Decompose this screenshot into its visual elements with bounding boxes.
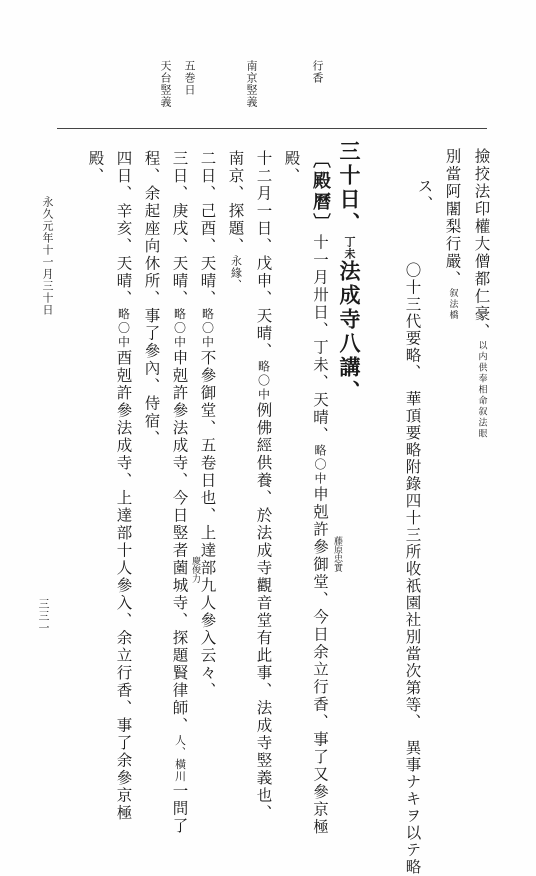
text-line-2 [444,148,460,321]
header-rule [57,128,487,129]
header-note-gokan: 五巻日 [183,60,196,96]
ryaku-mark: 略〇中 [200,307,215,350]
entry-heading [339,140,360,404]
text-line-9 [227,150,243,291]
header-note-gyoko: 行香 [311,60,324,84]
text-line-2-note: 叙法橋 [447,288,458,321]
text-line-10 [199,150,215,700]
text-line-6-b: 申剋許參御堂、今日余立行香、事了又參京極 [311,486,329,836]
text-line-3: ス、 [415,178,434,213]
text-line-8-b: 例佛經供養、於法成寺觀音堂有此事、法成寺竪義也、 [254,402,273,822]
entry-heading-day: 丁未 [343,236,356,260]
page-number: 三三一 [37,598,50,634]
text-line-13 [115,150,131,822]
text-line-13-a: 四日、辛亥、天晴、 [114,150,133,308]
text-line-6 [311,150,329,836]
text-line-8 [255,150,271,822]
text-line-11-c: 人、橫川 [173,734,187,783]
entry-heading-event: 法成寺八講、 [337,260,362,404]
footer-era-date: 永久元年十一月三十日 [41,196,54,316]
text-line-12: 程、余起座向休所、事了參內、侍宿、 [142,150,161,448]
text-line-9-a: 南京、探題、 [226,150,245,255]
text-line-4: 〇十三代要略、 華頂要略附錄四十三所收祇園社別當次第等、 異事ナキヲ以テ略 [403,262,422,876]
text-line-10-a: 二日、己酉、天晴、 [198,150,217,308]
ryaku-mark: 略〇中 [313,444,327,486]
ryaku-mark: 略〇中 [256,360,271,402]
text-line-6-a: 十一月卅日、丁未、天晴、 [311,234,329,444]
text-line-11 [171,150,187,835]
header-note-tendai: 天台竪義 [159,60,172,108]
text-line-11-note: 慶俊力 [190,556,200,583]
header-note-nankyo: 南京竪義 [245,60,258,108]
text-line-1 [473,148,489,440]
text-line-8-a: 十二月一日、戊申、天晴、 [254,150,273,360]
text-line-13-b: 酉剋許參法成寺、上達部十人參入、余立行香、事了余參京極 [114,349,133,822]
ryaku-mark: 略〇中 [172,307,187,350]
text-line-11-b: 申剋許參法成寺、今日竪者薗城寺、探題賢律師、 [170,349,189,735]
text-line-11-a: 三日、庚戌、天晴、 [170,150,189,308]
text-line-7: 殿、 [282,150,301,185]
text-line-11-d: 一問了 [170,782,189,835]
text-line-6-note: 藤原忠實 [332,536,342,572]
text-line-2-main: 別當阿闍梨行嚴、 [443,148,462,288]
text-line-10-b: 不參御堂、五卷日也、上達部九人參入云々、 [198,349,217,700]
text-line-1-main: 撿挍法印權大僧都仁豪、 [472,148,491,341]
text-line-1-note: 以内供奉相命叙法眼 [476,340,487,440]
text-line-14: 殿、 [86,150,105,185]
entry-heading-date: 三十日、 [337,140,362,236]
source-bracket: 〔殿曆〕 [310,150,331,234]
text-line-9-note: 永緣、 [229,255,243,291]
ryaku-mark: 略〇中 [116,307,131,350]
